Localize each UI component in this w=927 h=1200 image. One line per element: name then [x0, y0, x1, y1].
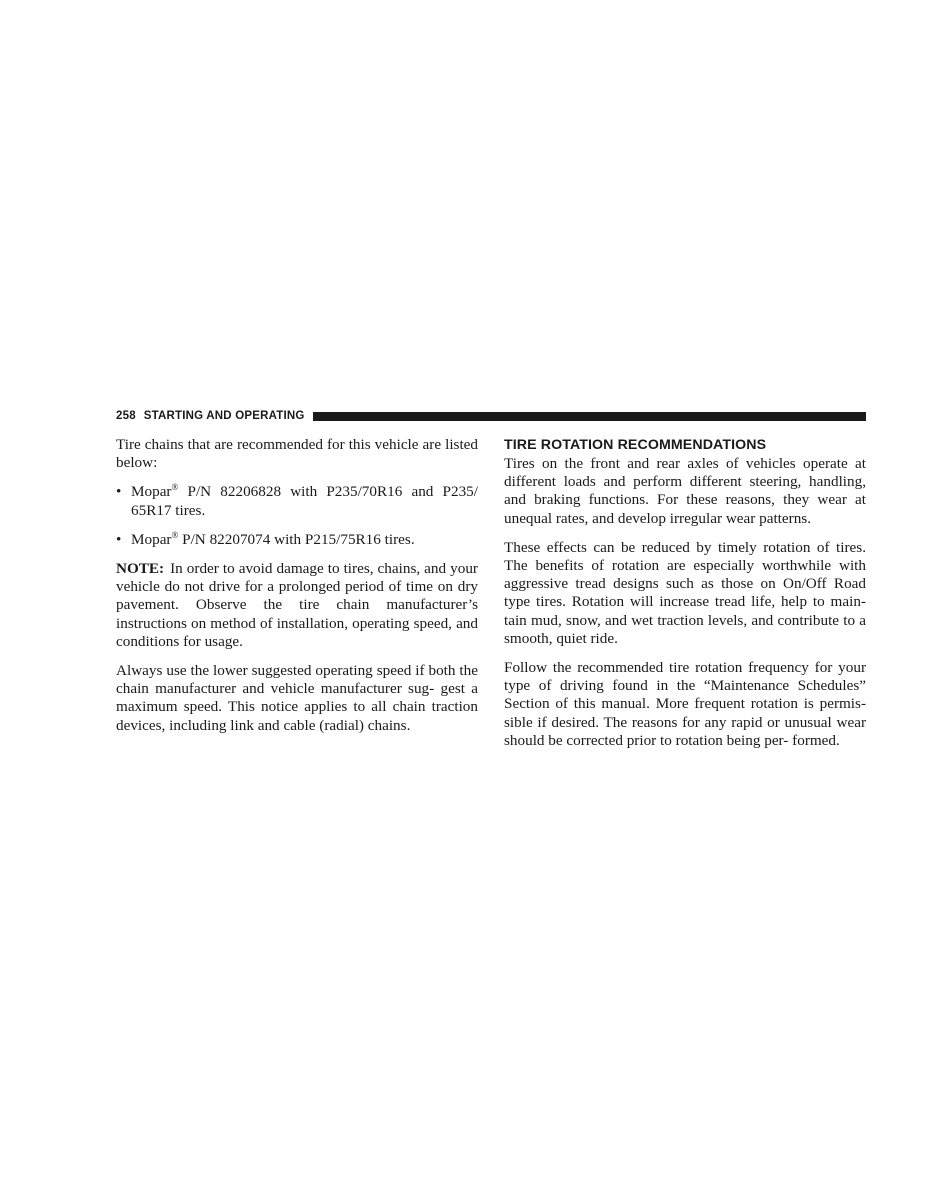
registered-mark: ® — [171, 482, 179, 493]
section-heading: TIRE ROTATION RECOMMENDATIONS — [504, 437, 767, 453]
list-item — [116, 531, 478, 549]
body-paragraph: These effects can be reduced by timely rotation of tires. The benefits of rotation are especially worthwhile with aggressive tread designs such as those on On/Off Road type tires. Rotation will increase tread life, help to main- tain mud, snow, and wet traction levels, and contribute to a smooth, quiet ride. — [504, 538, 866, 647]
bullet-detail: P/N 82206828 with P235/70R16 and P235/ 65R17 tires. — [131, 483, 478, 519]
bullet-detail: P/N 82207074 with P215/75R16 tires. — [178, 530, 415, 548]
right-column — [504, 436, 866, 761]
list-item — [116, 483, 478, 519]
header-rule — [313, 412, 866, 421]
page-number: 258 — [116, 410, 136, 422]
note-label: NOTE: — [116, 560, 165, 578]
brand-name: Mopar — [131, 483, 172, 501]
bullet-text — [131, 531, 478, 549]
note-text: In order to avoid damage to tires, chains, and your vehicle do not drive for a prolonged period of time on dry pavement. Observe the tire chain manufacturer’s instructions on method of installation, operating speed, and conditions for usage. — [116, 560, 478, 650]
body-paragraph: Follow the recommended tire rotation frequency for your type of driving found in the “Maintenance Schedules” Section of this manual. More frequent rotation is permis- sible if desired. The reasons for any rapid or unusual wear should be corrected prior to rotation being per- formed. — [504, 659, 866, 749]
speed-paragraph: Always use the lower suggested operating speed if both the chain manufacturer and vehicle manufacturer sug- gest a maximum speed. This notice applies to all chain traction devices, including link and cable (radial) chains. — [116, 662, 478, 734]
left-column — [116, 436, 478, 746]
bullet-icon: • — [116, 530, 122, 548]
registered-mark: ® — [171, 529, 179, 540]
chains-intro: Tire chains that are recommended for this vehicle are listed below: — [116, 436, 478, 472]
body-paragraph: Tires on the front and rear axles of vehicles operate at different loads and perform different steering, handling, and braking functions. For these reasons, they wear at unequal rates, and develop irregular wear patterns. — [504, 455, 866, 527]
bullet-text — [131, 483, 478, 519]
page-header — [116, 408, 866, 424]
section-title: STARTING AND OPERATING — [143, 410, 305, 422]
note-paragraph — [116, 560, 478, 651]
bullet-icon: • — [116, 483, 122, 501]
brand-name: Mopar — [131, 530, 172, 548]
